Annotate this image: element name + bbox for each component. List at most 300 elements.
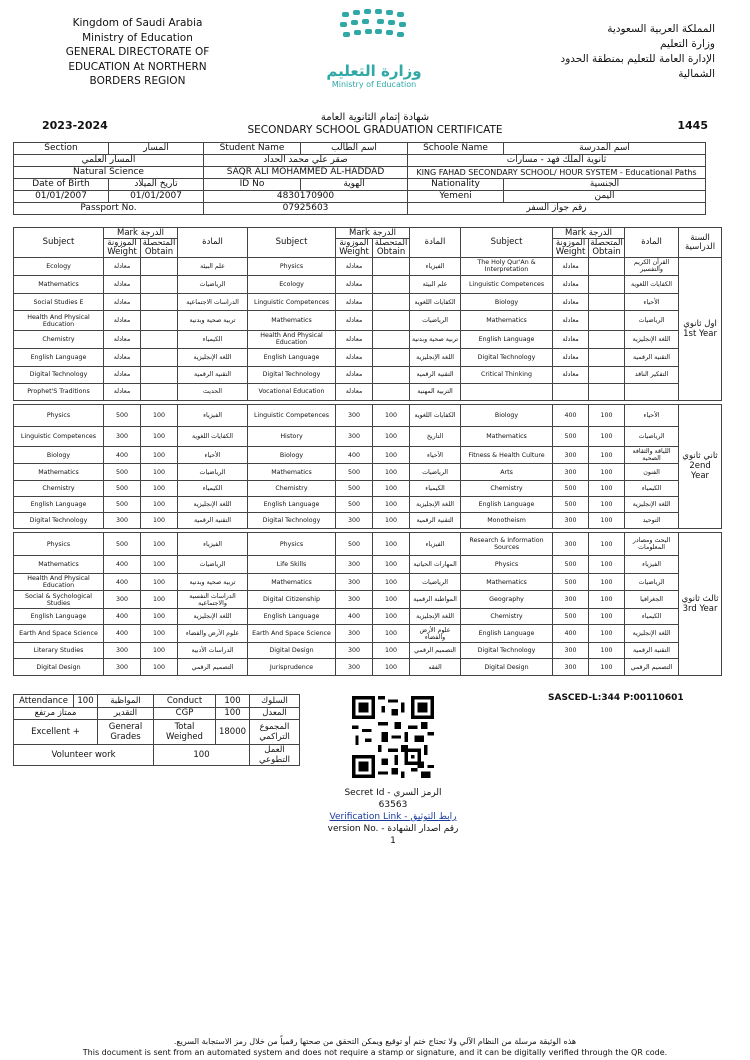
- subject-name: Digital Technology: [461, 643, 553, 659]
- subject-weight: 500: [336, 480, 373, 496]
- qr-code[interactable]: [352, 696, 434, 778]
- nationality-en: Yemeni: [408, 191, 504, 203]
- subject-header: Subject: [14, 228, 104, 258]
- subject-name: Digital Design: [461, 659, 553, 675]
- id-number: 4830170900: [204, 191, 408, 203]
- subject-weight: 500: [336, 533, 373, 556]
- subject-name-ar: التوحيد: [625, 512, 679, 528]
- student-name-ar: صقر علي محمد الحداد: [204, 155, 408, 167]
- subject-weight: معادلة: [336, 293, 373, 311]
- volunteer-label: Volunteer work: [14, 745, 154, 766]
- subject-name-ar: تربية صحية وبدنية: [178, 573, 248, 591]
- subject-obtain: 100: [141, 446, 178, 464]
- subject-weight: 500: [553, 480, 589, 496]
- subject-row: [14, 573, 722, 591]
- mark-header: Mark الدرجة: [336, 228, 410, 239]
- subject-weight: معادلة: [336, 275, 373, 293]
- subject-weight: 500: [104, 404, 141, 427]
- subject-name: Mathematics: [461, 427, 553, 446]
- subject-name: Earth And Space Science: [248, 625, 336, 643]
- subject-name: English Language: [461, 625, 553, 643]
- year-label: ثالث ثانوي 3rd Year: [679, 533, 722, 675]
- header-ar-line: الشمالية: [678, 68, 715, 80]
- subject-weight: 300: [336, 404, 373, 427]
- subject-name: Social & Sychological Studies: [14, 591, 104, 609]
- obtain-header: المتحصلة Obtain: [590, 238, 623, 257]
- subject-obtain: 100: [373, 480, 410, 496]
- subject-weight: 400: [104, 609, 141, 625]
- subject-name: Physics: [248, 258, 336, 276]
- subject-name-ar: علوم الأرض والفضاء: [178, 625, 248, 643]
- subject-weight: معادلة: [553, 311, 589, 330]
- subject-weight: 500: [104, 533, 141, 556]
- cgp-value: 100: [216, 707, 250, 720]
- subject-obtain: 100: [141, 464, 178, 480]
- subject-weight: 400: [336, 609, 373, 625]
- footer-note: [0, 1036, 750, 1058]
- subject-obtain: 100: [141, 533, 178, 556]
- subject-obtain: 100: [589, 659, 625, 675]
- subject-row: [14, 496, 722, 512]
- subject-obtain: 100: [589, 533, 625, 556]
- subject-obtain: 100: [141, 496, 178, 512]
- subject-obtain: 100: [141, 427, 178, 446]
- subject-weight: معادلة: [553, 366, 589, 384]
- student-name-en: SAQR ALI MOHAMMED AL-HADDAD: [204, 167, 408, 179]
- subject-name-ar: الكفايات اللغوية: [410, 404, 461, 427]
- subject-obtain: 100: [589, 480, 625, 496]
- subject-name: Chemistry: [14, 480, 104, 496]
- subject-weight: 500: [553, 609, 589, 625]
- nationality-label-ar: الجنسية: [504, 179, 706, 191]
- subject-obtain: [589, 330, 625, 348]
- subject-weight: معادلة: [336, 366, 373, 384]
- subject-obtain: [141, 348, 178, 366]
- title-ar: شهادة إتمام الثانوية العامة: [320, 112, 430, 123]
- subject-name-ar: الرياضيات: [625, 311, 679, 330]
- subject-name: Vocational Education: [248, 384, 336, 400]
- subject-obtain: [141, 275, 178, 293]
- subject-name-ar: التصميم الرقمي: [178, 659, 248, 675]
- nationality-ar: اليمن: [504, 191, 706, 203]
- subject-obtain: 100: [373, 609, 410, 625]
- info-header-row: [14, 143, 706, 155]
- hijri-year: 1445: [677, 119, 708, 132]
- subject-obtain: 100: [589, 555, 625, 573]
- subject-obtain: 100: [141, 643, 178, 659]
- volunteer-label-ar: العمل التطوعي: [250, 745, 300, 766]
- obtain-header: المتحصلة Obtain: [141, 239, 178, 258]
- subject-weight: معادلة: [104, 311, 141, 330]
- subject-name-ar: التقنية الرقمية: [625, 348, 679, 366]
- subject-weight: 300: [336, 512, 373, 528]
- subject-obtain: [141, 366, 178, 384]
- subject-weight: 300: [336, 643, 373, 659]
- subject-obtain: 100: [589, 573, 625, 591]
- subject-row: [14, 348, 722, 366]
- subject-obtain: 100: [373, 404, 410, 427]
- subject-name-ar: الرياضيات: [178, 464, 248, 480]
- subject-name: Linguistic Competences: [14, 427, 104, 446]
- subject-obtain: [589, 366, 625, 384]
- ministry-logo: [318, 8, 430, 90]
- subject-name: Linguistic Competences: [248, 404, 336, 427]
- subject-obtain: 100: [589, 625, 625, 643]
- info-label-row: [14, 179, 706, 191]
- weight-header: الموزونة Weight: [336, 239, 373, 258]
- subject-weight: 300: [336, 427, 373, 446]
- secret-id: 63563: [378, 800, 408, 810]
- subject-row: [14, 659, 722, 675]
- subject-obtain: 100: [373, 512, 410, 528]
- subject-name-ar: اللغة الإنجليزية: [410, 348, 461, 366]
- subject-name: Jurisprudence: [248, 659, 336, 675]
- subject-name-ar: الفيزياء: [410, 258, 461, 276]
- subject-name-ar: التصميم الرقمي: [410, 643, 461, 659]
- subject-name: Critical Thinking: [461, 366, 553, 384]
- subject-name: Physics: [14, 404, 104, 427]
- passport-row: [14, 203, 706, 215]
- subject-weight: 500: [104, 480, 141, 496]
- subject-name: English Language: [14, 609, 104, 625]
- subject-weight: معادلة: [336, 384, 373, 400]
- subject-weight: 300: [104, 643, 141, 659]
- subject-weight: معادلة: [553, 258, 589, 276]
- subject-obtain: 100: [589, 609, 625, 625]
- subject-name-ar: علم البيئة: [410, 275, 461, 293]
- info-en-row: [14, 167, 706, 179]
- subject-name: Monotheism: [461, 512, 553, 528]
- subject-row: [14, 258, 722, 276]
- subject-row: [14, 555, 722, 573]
- subject-name: Mathematics: [14, 555, 104, 573]
- subject-obtain: 100: [141, 404, 178, 427]
- subject-name-ar: الرياضيات: [178, 275, 248, 293]
- section-label-ar: المسار: [109, 143, 204, 155]
- id-label-ar: الهوية: [301, 179, 408, 191]
- subject-obtain: 100: [373, 446, 410, 464]
- subject-obtain: [373, 366, 410, 384]
- subject-obtain: [589, 311, 625, 330]
- subject-name-ar: الفيزياء: [178, 533, 248, 556]
- footer-ar: هذه الوثيقة مرسلة من النظام الآلي ولا تحتاج ختم أو توقيع ويمكن التحقق من صحتها رقمياً من خلال رمز الاستجابة السريع.: [173, 1037, 577, 1046]
- secret-label: Secret Id - الرمز السري: [344, 788, 442, 798]
- subject-obtain: 100: [589, 591, 625, 609]
- subject-weight: معادلة: [104, 348, 141, 366]
- subject-weight: 300: [336, 659, 373, 675]
- subject-weight: 300: [336, 555, 373, 573]
- subject-row: [14, 446, 722, 464]
- subject-obtain: 100: [373, 496, 410, 512]
- subject-name-ar: علم البيئة: [178, 258, 248, 276]
- subject-weight: 500: [104, 496, 141, 512]
- header-ar-line: الإدارة العامة للتعليم بمنطقة الحدود: [560, 53, 715, 65]
- subject-name: Digital Technology: [14, 366, 104, 384]
- school-name-ar: ثانوية الملك فهد - مسارات: [408, 155, 706, 167]
- logo-ar-text: وزارة التعليم: [326, 62, 422, 80]
- passport-number: 07925603: [204, 203, 408, 215]
- subject-weight: 400: [336, 446, 373, 464]
- grid-subheader-row: [14, 239, 722, 258]
- subject-name-ar: الكيمياء: [625, 480, 679, 496]
- attendance-value: 100: [74, 695, 98, 708]
- sasced-code: SASCED-L:344 P:00110601: [548, 693, 684, 703]
- subject-name-ar: اللغة الإنجليزية: [178, 609, 248, 625]
- subject-name-ar: الرياضيات: [178, 555, 248, 573]
- subject-name: Social Studies E: [14, 293, 104, 311]
- subject-name: Prophet'S Traditions: [14, 384, 104, 400]
- subject-name: Digital Technology: [248, 512, 336, 528]
- header-en-line: Kingdom of Saudi Arabia: [72, 17, 203, 29]
- subject-name: Physics: [461, 555, 553, 573]
- subject-name: Research & Information Sources: [461, 533, 553, 556]
- subject-name-ar: الفقه: [410, 659, 461, 675]
- subject-weight: معادلة: [104, 275, 141, 293]
- subject-obtain: [589, 258, 625, 276]
- subject-weight: معادلة: [104, 366, 141, 384]
- subject-header-ar: المادة: [178, 228, 248, 258]
- subject-name-ar: التفكير الناقد: [625, 366, 679, 384]
- subject-header: Subject: [248, 228, 336, 258]
- subject-name: Biology: [14, 446, 104, 464]
- subject-obtain: 100: [589, 643, 625, 659]
- volunteer-row: [14, 745, 300, 766]
- subject-weight: 300: [104, 659, 141, 675]
- subject-name: [461, 384, 553, 400]
- grid-header-row: [14, 228, 722, 239]
- subject-obtain: [589, 348, 625, 366]
- year-label: ثاني ثانوي 2end Year: [679, 404, 722, 529]
- subject-name: English Language: [461, 496, 553, 512]
- subject-name-ar: تربية صحية وبدنية: [410, 330, 461, 348]
- subject-name-ar: التاريخ: [410, 427, 461, 446]
- subject-weight: معادلة: [553, 330, 589, 348]
- subject-weight: 300: [553, 643, 589, 659]
- subject-name: Biology: [461, 293, 553, 311]
- subject-name: Mathematics: [461, 311, 553, 330]
- subject-obtain: 100: [589, 464, 625, 480]
- subject-name-ar: اللغة الإنجليزية: [625, 496, 679, 512]
- subject-name: Chemistry: [461, 609, 553, 625]
- subject-obtain: 100: [589, 496, 625, 512]
- summary-table: [13, 694, 300, 766]
- subject-obtain: 100: [373, 643, 410, 659]
- subject-name-ar: التقنية الرقمية: [410, 366, 461, 384]
- subject-name-ar: اللغة الإنجليزية: [178, 496, 248, 512]
- subject-name-ar: الكيمياء: [178, 330, 248, 348]
- subject-name: Mathematics: [248, 311, 336, 330]
- conduct-label: Conduct: [154, 695, 216, 708]
- subject-row: [14, 366, 722, 384]
- subject-name-ar: اللغة الإنجليزية: [625, 330, 679, 348]
- total-weighted-label: Total Weighed: [154, 720, 216, 745]
- subject-obtain: 100: [373, 573, 410, 591]
- subject-name: Health And Physical Education: [248, 330, 336, 348]
- subject-name-ar: الأحياء: [625, 293, 679, 311]
- version-label: version No. - رقم اصدار الشهادة: [327, 824, 459, 834]
- subject-obtain: [141, 293, 178, 311]
- mark-header: Mark الدرجة: [553, 228, 625, 239]
- subject-name: Physics: [248, 533, 336, 556]
- subject-name: Digital Technology: [14, 512, 104, 528]
- subject-name-ar: الرياضيات: [410, 573, 461, 591]
- attendance-label-ar: المواظبة: [98, 695, 154, 708]
- nationality-label: Nationality: [408, 179, 504, 191]
- subject-name: English Language: [248, 348, 336, 366]
- subject-name: English Language: [14, 496, 104, 512]
- version-number: 1: [390, 836, 396, 846]
- info-value-row: [14, 191, 706, 203]
- conduct-value: 100: [216, 695, 250, 708]
- header-en: [45, 16, 230, 89]
- subject-obtain: [373, 311, 410, 330]
- weight-header: الموزونة Weight: [553, 239, 589, 258]
- subject-weight: معادلة: [104, 258, 141, 276]
- section-en: Natural Science: [14, 167, 204, 179]
- subject-obtain: [141, 258, 178, 276]
- subject-name: Linguistic Competences: [461, 275, 553, 293]
- verification-link[interactable]: Verification Link - رابط التوثيق: [329, 812, 457, 822]
- subject-weight: 300: [336, 573, 373, 591]
- subject-obtain: 100: [373, 555, 410, 573]
- subject-name-ar: الحديث: [178, 384, 248, 400]
- subject-weight: 500: [336, 496, 373, 512]
- subject-header-ar: المادة: [410, 228, 461, 258]
- subject-name-ar: الكفايات اللغوية: [410, 293, 461, 311]
- subject-row: [14, 625, 722, 643]
- subject-obtain: 100: [589, 427, 625, 446]
- subject-name-ar: الأحياء: [625, 404, 679, 427]
- subject-weight: 300: [553, 591, 589, 609]
- subject-row: [14, 311, 722, 330]
- subject-obtain: 100: [373, 464, 410, 480]
- subject-obtain: [141, 311, 178, 330]
- subject-name: Biology: [248, 446, 336, 464]
- attendance-label: Attendance: [14, 695, 74, 708]
- subject-name: Chemistry: [14, 330, 104, 348]
- subject-name-ar: الأحياء: [410, 446, 461, 464]
- subject-weight: 400: [104, 446, 141, 464]
- subject-weight: [553, 384, 589, 400]
- subject-name: Mathematics: [248, 464, 336, 480]
- subject-obtain: [141, 384, 178, 400]
- subject-obtain: 100: [141, 659, 178, 675]
- subject-row: [14, 330, 722, 348]
- subject-row: [14, 293, 722, 311]
- subject-name: English Language: [248, 609, 336, 625]
- subject-name-ar: اللغة الإنجليزية: [178, 348, 248, 366]
- subject-name-ar: اللغة الإنجليزية: [625, 625, 679, 643]
- subject-weight: 500: [553, 555, 589, 573]
- subject-name-ar: التقنية الرقمية: [625, 643, 679, 659]
- info-ar-row: [14, 155, 706, 167]
- header-en-line: EDUCATION At NORTHERN: [68, 60, 207, 73]
- subject-obtain: 100: [373, 591, 410, 609]
- subject-name: Chemistry: [248, 480, 336, 496]
- mark-header: Mark الدرجة: [104, 228, 178, 239]
- subject-name: Ecology: [14, 258, 104, 276]
- subject-obtain: [589, 293, 625, 311]
- subject-name: Fitness & Health Culture: [461, 446, 553, 464]
- subject-name: Digital Technology: [248, 366, 336, 384]
- student-label-ar: اسم الطالب: [301, 143, 408, 155]
- title-en: SECONDARY SCHOOL GRADUATION CERTIFICATE: [247, 124, 503, 136]
- subject-name: Geography: [461, 591, 553, 609]
- subject-weight: معادلة: [336, 311, 373, 330]
- subject-name: English Language: [461, 330, 553, 348]
- student-label: Student Name: [204, 143, 301, 155]
- subject-obtain: 100: [373, 533, 410, 556]
- subject-weight: معادلة: [104, 293, 141, 311]
- subject-obtain: 100: [141, 512, 178, 528]
- subject-weight: 500: [553, 427, 589, 446]
- subject-obtain: 100: [589, 446, 625, 464]
- general-grades-label: General Grades: [98, 720, 154, 745]
- subject-name: Mathematics: [14, 464, 104, 480]
- subject-weight: 300: [336, 591, 373, 609]
- subject-weight: 300: [553, 446, 589, 464]
- subject-name-ar: الفيزياء: [410, 533, 461, 556]
- subject-obtain: 100: [141, 625, 178, 643]
- subject-name-ar: الرياضيات: [410, 464, 461, 480]
- school-name-en: KING FAHAD SECONDARY SCHOOL/ HOUR SYSTEM - Educational Paths: [408, 167, 706, 179]
- passport-label: Passport No.: [14, 203, 204, 215]
- subject-row: [14, 427, 722, 446]
- volunteer-value: 100: [154, 745, 250, 766]
- total-value: 18000: [216, 720, 250, 745]
- subject-row: [14, 275, 722, 293]
- subject-obtain: 100: [373, 427, 410, 446]
- subject-name-ar: القرآن الكريم والتفسير: [625, 258, 679, 276]
- academic-year: 2023-2024: [42, 119, 108, 132]
- subject-weight: 300: [553, 533, 589, 556]
- subject-name-ar: اللياقة والثقافة الصحية: [625, 446, 679, 464]
- subject-weight: 500: [104, 464, 141, 480]
- subject-obtain: 100: [589, 512, 625, 528]
- id-label: ID No: [204, 179, 301, 191]
- subject-name: Digital Technology: [461, 348, 553, 366]
- header-en-line: GENERAL DIRECTORATE OF: [65, 46, 210, 58]
- subject-weight: معادلة: [336, 258, 373, 276]
- verification-block: [300, 787, 486, 847]
- grades-row: [14, 720, 300, 745]
- subject-obtain: 100: [373, 659, 410, 675]
- cgp-label: CGP: [154, 707, 216, 720]
- subject-obtain: 100: [141, 555, 178, 573]
- section-ar: المسار العلمي: [14, 155, 204, 167]
- subject-weight: 300: [553, 512, 589, 528]
- subject-row: [14, 384, 722, 400]
- subject-row: [14, 512, 722, 528]
- subject-obtain: 100: [141, 573, 178, 591]
- subject-obtain: [373, 258, 410, 276]
- subject-name: Digital Design: [14, 659, 104, 675]
- subject-weight: 300: [104, 512, 141, 528]
- subject-name: English Language: [14, 348, 104, 366]
- section-label: Section: [14, 143, 109, 155]
- subject-name-ar: التقنية الرقمية: [410, 512, 461, 528]
- subject-name: Digital Citizenship: [248, 591, 336, 609]
- subject-weight: 300: [104, 591, 141, 609]
- subject-name: Physics: [14, 533, 104, 556]
- subject-weight: 300: [104, 427, 141, 446]
- subject-weight: 500: [336, 464, 373, 480]
- subject-obtain: [373, 384, 410, 400]
- dob-value-alt: 01/01/2007: [109, 191, 204, 203]
- subject-name-ar: علوم الأرض والفضاء: [410, 625, 461, 643]
- subject-row: [14, 533, 722, 556]
- subject-name-ar: الدراسات النفسية والاجتماعية: [178, 591, 248, 609]
